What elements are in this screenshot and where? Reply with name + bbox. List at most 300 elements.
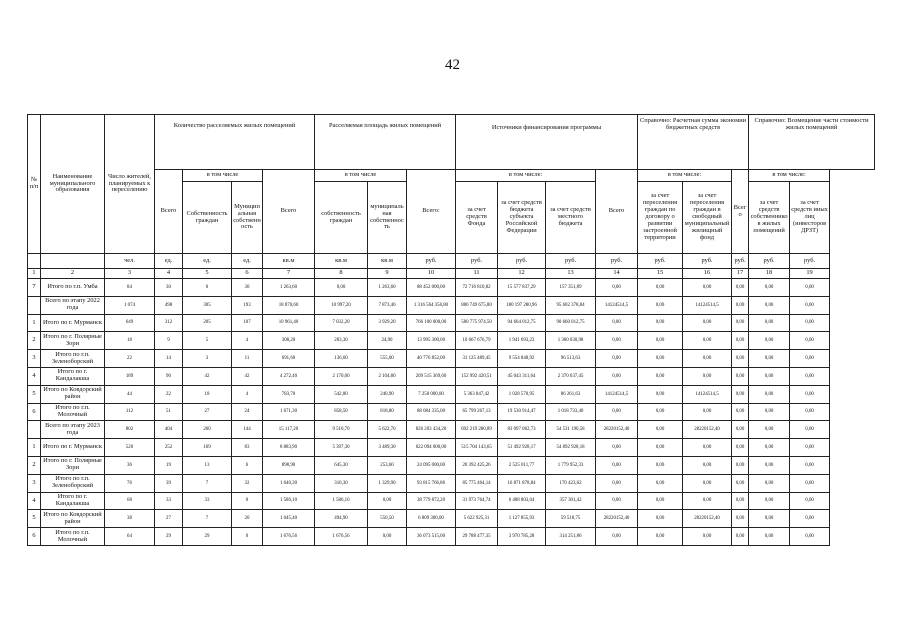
- row-value: 0,00: [596, 528, 638, 546]
- row-value: 691,60: [263, 350, 315, 368]
- row-value: 0,00: [749, 421, 790, 439]
- row-value: 1 127 855,93: [498, 510, 546, 528]
- row-value: 144: [232, 421, 263, 439]
- row-value: 19 530 914,47: [498, 403, 546, 421]
- row-value: 2 170,00: [315, 367, 368, 385]
- header-number: № п/п: [28, 115, 41, 254]
- row-value: 88 084 335,00: [407, 403, 456, 421]
- row-value: 95 602 378,84: [546, 296, 596, 314]
- row-value: 38 779 872,20: [407, 492, 456, 510]
- row-value: 0,00: [638, 439, 683, 457]
- table-row: [28, 350, 875, 368]
- row-value: 0,00: [638, 510, 683, 528]
- row-value: 64: [105, 528, 155, 546]
- row-value: 0,00: [749, 474, 790, 492]
- row-value: 1 028 570,95: [498, 385, 546, 403]
- row-value: 0,00: [732, 492, 749, 510]
- row-value: 0,00: [790, 510, 830, 528]
- column-number-cell: 7: [263, 269, 315, 279]
- row-value: 0,00: [596, 314, 638, 332]
- row-value: 0: [232, 492, 263, 510]
- row-value: 4: [232, 385, 263, 403]
- row-value: 314 251,86: [546, 528, 596, 546]
- row-value: 550,50: [368, 510, 407, 528]
- row-value: 42: [183, 367, 232, 385]
- row-value: 20 392 425,26: [456, 456, 498, 474]
- row-value: 0,00: [596, 332, 638, 350]
- row-value: 72 716 810,82: [456, 279, 498, 297]
- row-value: 14: [155, 350, 183, 368]
- row-value: 0,00: [749, 332, 790, 350]
- unit-cell: руб.: [498, 254, 546, 269]
- table-header: [28, 115, 875, 279]
- row-value: 0,00: [596, 456, 638, 474]
- row-value: 0,00: [638, 350, 683, 368]
- row-value: 30: [232, 279, 263, 297]
- header-area-municipal: муниципальная собственность: [368, 182, 407, 254]
- row-number: 3: [28, 474, 41, 492]
- row-value: 18: [105, 332, 155, 350]
- row-value: 5 397,30: [315, 439, 368, 457]
- row-value: 4 272,40: [263, 367, 315, 385]
- row-value: 310,30: [315, 474, 368, 492]
- row-value: 0,00: [732, 510, 749, 528]
- row-value: 24 095 000,00: [407, 456, 456, 474]
- row-value: 766 100 000,00: [407, 314, 456, 332]
- row-value: 0,00: [596, 474, 638, 492]
- row-value: 39: [155, 474, 183, 492]
- row-value: 1 779 952,33: [546, 456, 596, 474]
- table-row: [28, 456, 875, 474]
- header-savings-group: Справочно: Расчетная сумма экономии бюджетных средств: [638, 115, 749, 170]
- row-value: 7: [183, 474, 232, 492]
- row-name: Итого по Ковдорский район: [41, 385, 105, 403]
- row-value: 0,00: [732, 474, 749, 492]
- unit-cell: ед.: [155, 254, 183, 269]
- column-number-cell: 16: [683, 269, 732, 279]
- row-value: 24,90: [368, 332, 407, 350]
- row-value: 0,00: [683, 528, 732, 546]
- header-savings-incl: в том числе:: [638, 170, 732, 182]
- row-name: Итого по г.п. Молочный: [41, 403, 105, 421]
- row-value: 0,00: [638, 314, 683, 332]
- row-value: 0,00: [732, 403, 749, 421]
- row-value: 0,00: [732, 385, 749, 403]
- row-number: 6: [28, 403, 41, 421]
- header-count-total: Всего: [155, 170, 183, 254]
- row-value: 253,60: [368, 456, 407, 474]
- row-value: 15 577 837,29: [498, 279, 546, 297]
- row-value: 193: [232, 296, 263, 314]
- row-number: 5: [28, 385, 41, 403]
- row-value: 542,80: [315, 385, 368, 403]
- row-value: 826 203 434,20: [407, 421, 456, 439]
- row-value: 0,00: [732, 314, 749, 332]
- row-value: 0,00: [790, 332, 830, 350]
- row-value: 0,00: [596, 279, 638, 297]
- row-value: 0: [183, 279, 232, 297]
- row-number: [28, 296, 41, 314]
- table-row: [28, 385, 875, 403]
- row-value: 0,00: [749, 403, 790, 421]
- row-value: 498: [155, 296, 183, 314]
- row-value: 0,00: [638, 492, 683, 510]
- row-value: 5 622,70: [368, 421, 407, 439]
- row-value: 0,00: [749, 367, 790, 385]
- row-value: 0,00: [790, 314, 830, 332]
- row-value: 10 997,20: [315, 296, 368, 314]
- row-value: 0,00: [638, 385, 683, 403]
- row-value: 0,00: [638, 367, 683, 385]
- header-count-incl: в том числе: [183, 170, 263, 182]
- row-value: 0,00: [596, 492, 638, 510]
- row-value: 7: [183, 510, 232, 528]
- row-name: Итого по г.п. Зеленоборский: [41, 350, 105, 368]
- table-row: [28, 439, 875, 457]
- row-value: 0,00: [683, 474, 732, 492]
- row-value: 7 032,20: [315, 314, 368, 332]
- unit-cell: руб.: [749, 254, 790, 269]
- row-value: 93 815 766,86: [407, 474, 456, 492]
- row-value: 16 871 878,84: [498, 474, 546, 492]
- row-value: 0,00: [749, 439, 790, 457]
- row-value: 32: [232, 474, 263, 492]
- row-value: 29: [183, 528, 232, 546]
- row-value: 1 941 693,23: [498, 332, 546, 350]
- row-value: 0,00: [749, 510, 790, 528]
- row-value: 252: [155, 439, 183, 457]
- unit-cell: руб.: [596, 254, 638, 269]
- row-value: 308,20: [263, 332, 315, 350]
- row-value: 20: [232, 510, 263, 528]
- header-compensation-group: Справочно: Возмещение части стоимости жилых помещений: [749, 115, 875, 170]
- row-value: 54 531 190,58: [546, 421, 596, 439]
- row-value: 0,00: [732, 332, 749, 350]
- row-value: 305: [183, 296, 232, 314]
- unit-cell: ед.: [232, 254, 263, 269]
- row-value: 404: [155, 421, 183, 439]
- row-value: 6 809 300,00: [407, 510, 456, 528]
- row-value: 1 263,60: [263, 279, 315, 297]
- row-value: 22: [105, 350, 155, 368]
- unit-cell: руб.: [456, 254, 498, 269]
- column-number-cell: 5: [183, 269, 232, 279]
- row-value: 649: [105, 314, 155, 332]
- table-row: [28, 528, 875, 546]
- column-number-cell: 9: [368, 269, 407, 279]
- header-comp-total: Всего: [732, 170, 749, 254]
- row-value: 1 360 030,98: [546, 332, 596, 350]
- header-comp-incl: в том числе:: [749, 170, 830, 182]
- row-value: 0,00: [749, 350, 790, 368]
- row-value: 30: [155, 279, 183, 297]
- column-number-cell: 12: [498, 269, 546, 279]
- column-number-cell: 15: [638, 269, 683, 279]
- column-number-cell: 2: [41, 269, 105, 279]
- row-value: 7 873,40: [368, 296, 407, 314]
- row-value: 85 775 464,14: [456, 474, 498, 492]
- row-value: 9: [155, 332, 183, 350]
- row-value: 157 351,89: [546, 279, 596, 297]
- row-value: 4: [232, 332, 263, 350]
- row-value: 0,00: [790, 279, 830, 297]
- row-value: 31 973 764,74: [456, 492, 498, 510]
- row-value: 40 776 852,00: [407, 350, 456, 368]
- row-value: 29: [155, 528, 183, 546]
- row-value: 54 892 928,18: [546, 439, 596, 457]
- row-value: 14124514,5: [596, 296, 638, 314]
- row-value: 14124514,5: [683, 296, 732, 314]
- row-value: 76: [105, 474, 155, 492]
- row-value: 170 423,62: [546, 474, 596, 492]
- header-fin-local: за счет средств местного бюджета: [546, 182, 596, 254]
- header-fin-fund: за счет средств Фонда: [456, 182, 498, 254]
- row-value: 0,00: [732, 367, 749, 385]
- row-value: 13 995 300,00: [407, 332, 456, 350]
- row-value: 27: [183, 403, 232, 421]
- row-value: 1 018 733,40: [546, 403, 596, 421]
- row-value: 555,00: [368, 350, 407, 368]
- row-value: 42: [232, 367, 263, 385]
- unit-cell: руб.: [638, 254, 683, 269]
- row-value: 33: [155, 492, 183, 510]
- column-number-cell: 18: [749, 269, 790, 279]
- row-value: 0,00: [683, 492, 732, 510]
- row-value: 0,00: [368, 492, 407, 510]
- unit-cell: руб.: [683, 254, 732, 269]
- row-number: 1: [28, 439, 41, 457]
- header-sav-contract: за счет переселения граждан по договору о развитии застроенной территории: [638, 182, 683, 254]
- row-value: 22: [155, 385, 183, 403]
- row-value: 622 094 000,00: [407, 439, 456, 457]
- row-value: 0,00: [732, 350, 749, 368]
- row-value: 15 117,20: [263, 421, 315, 439]
- row-value: 494,90: [315, 510, 368, 528]
- row-value: 783,70: [263, 385, 315, 403]
- units-row: [28, 254, 875, 269]
- row-value: 44: [105, 385, 155, 403]
- row-value: 13: [183, 456, 232, 474]
- row-number: 4: [28, 492, 41, 510]
- header-fin-region: за счет средств бюджета субъекта Российской Федерации: [498, 182, 546, 254]
- row-value: 83 097 062,73: [498, 421, 546, 439]
- row-value: 38: [105, 510, 155, 528]
- header-sav-free: за счет переселения граждан в свободный муниципальный жилищный фонд: [683, 182, 732, 254]
- row-value: 0,00: [596, 439, 638, 457]
- row-value: 0,00: [790, 296, 830, 314]
- row-value: 28220152,40: [596, 510, 638, 528]
- row-value: 0,00: [790, 367, 830, 385]
- row-value: 3 489,30: [368, 439, 407, 457]
- row-name: Итого по г.п. Молочный: [41, 528, 105, 546]
- row-value: 51 492 928,17: [498, 439, 546, 457]
- row-value: 0,00: [638, 332, 683, 350]
- row-value: 0,00: [732, 279, 749, 297]
- row-value: 6 408 803,04: [498, 492, 546, 510]
- row-value: 0,00: [749, 492, 790, 510]
- unit-cell: кв.м: [315, 254, 368, 269]
- column-number-cell: 17: [732, 269, 749, 279]
- unit-cell: кв.м: [263, 254, 315, 269]
- row-value: 3 970 785,28: [498, 528, 546, 546]
- row-value: 802: [105, 421, 155, 439]
- row-value: 0,00: [683, 279, 732, 297]
- header-area-total: Всего: [263, 170, 315, 254]
- row-value: 28220152,40: [683, 421, 732, 439]
- row-value: 1 586,10: [315, 492, 368, 510]
- unit-cell: руб.: [546, 254, 596, 269]
- row-value: 51: [155, 403, 183, 421]
- row-value: 0,00: [749, 528, 790, 546]
- row-number: 6: [28, 528, 41, 546]
- row-value: 83: [232, 439, 263, 457]
- row-value: 169: [183, 439, 232, 457]
- row-value: 0,00: [638, 279, 683, 297]
- column-number-cell: 8: [315, 269, 368, 279]
- row-value: 33: [183, 492, 232, 510]
- row-value: 0,00: [315, 279, 368, 297]
- row-value: 136,60: [315, 350, 368, 368]
- row-value: 580 775 974,50: [456, 314, 498, 332]
- row-value: 0,00: [790, 456, 830, 474]
- header-area-citizens: собственность граждан: [315, 182, 368, 254]
- row-value: 1 316 564 356,80: [407, 296, 456, 314]
- row-value: 18 870,60: [263, 296, 315, 314]
- row-value: 5 363 847,42: [456, 385, 498, 403]
- row-value: 0,00: [732, 296, 749, 314]
- row-value: 88 452 000,00: [407, 279, 456, 297]
- row-value: 0,00: [596, 350, 638, 368]
- row-value: 11: [232, 350, 263, 368]
- row-number: 1: [28, 314, 41, 332]
- row-value: 0,00: [749, 314, 790, 332]
- row-value: 1 640,30: [263, 474, 315, 492]
- row-value: 10 667 676,79: [456, 332, 498, 350]
- row-value: 0,00: [732, 421, 749, 439]
- unit-cell: руб.: [732, 254, 749, 269]
- row-value: 0,00: [683, 332, 732, 350]
- row-value: 0,00: [790, 421, 830, 439]
- row-value: 1 671,30: [263, 403, 315, 421]
- row-value: 24: [232, 403, 263, 421]
- row-value: 1 045,40: [263, 510, 315, 528]
- row-value: 898,90: [263, 456, 315, 474]
- row-value: 2 370 637,45: [546, 367, 596, 385]
- header-savings-total: Всего: [596, 170, 638, 254]
- row-value: 45 043 311,64: [498, 367, 546, 385]
- row-name: Всего по этапу 2022 года: [41, 296, 105, 314]
- row-value: 0,00: [790, 403, 830, 421]
- column-number-cell: 6: [232, 269, 263, 279]
- column-number-cell: 19: [790, 269, 830, 279]
- header-name: Наименование муниципального образования: [41, 115, 105, 254]
- row-name: Итого по г. Кандалакша: [41, 367, 105, 385]
- row-value: 9 510,70: [315, 421, 368, 439]
- column-number-cell: 10: [407, 269, 456, 279]
- row-value: 0,00: [683, 439, 732, 457]
- row-value: 260: [183, 421, 232, 439]
- row-value: 19: [155, 456, 183, 474]
- row-value: 1 074: [105, 296, 155, 314]
- row-value: 28220152,40: [683, 510, 732, 528]
- table-row: [28, 510, 875, 528]
- row-value: 0,00: [790, 439, 830, 457]
- header-area-incl: в том числе: [315, 170, 407, 182]
- row-name: Итого по Ковдорский район: [41, 510, 105, 528]
- row-value: 0,00: [790, 474, 830, 492]
- row-value: 0,00: [638, 421, 683, 439]
- table-row: [28, 332, 875, 350]
- table-row: [28, 492, 875, 510]
- row-value: 18: [183, 385, 232, 403]
- row-value: 7 250 000,00: [407, 385, 456, 403]
- row-value: 96 513,63: [546, 350, 596, 368]
- row-value: 0,00: [683, 367, 732, 385]
- row-value: 818,80: [368, 403, 407, 421]
- column-number-cell: 1: [28, 269, 41, 279]
- row-value: 209 515 369,60: [407, 367, 456, 385]
- row-value: 0,00: [683, 403, 732, 421]
- column-number-cell: 11: [456, 269, 498, 279]
- row-value: 0,00: [683, 456, 732, 474]
- row-value: 858,50: [315, 403, 368, 421]
- row-number: 3: [28, 350, 41, 368]
- row-value: 515 704 143,65: [456, 439, 498, 457]
- header-finance-total: Всего:: [407, 170, 456, 254]
- row-value: 0,00: [790, 385, 830, 403]
- row-value: 94 664 012,75: [498, 314, 546, 332]
- row-value: 0,00: [790, 528, 830, 546]
- row-value: 0: [232, 528, 263, 546]
- row-value: 0,00: [596, 403, 638, 421]
- row-value: 205: [183, 314, 232, 332]
- row-value: 8 883,90: [263, 439, 315, 457]
- table-row: [28, 296, 875, 314]
- column-number-cell: 14: [596, 269, 638, 279]
- row-value: 240,90: [368, 385, 407, 403]
- row-value: 0,00: [749, 385, 790, 403]
- table-row: [28, 314, 875, 332]
- row-value: 90: [155, 367, 183, 385]
- table-body: [28, 279, 875, 546]
- row-value: 0,00: [732, 528, 749, 546]
- row-value: 312: [155, 314, 183, 332]
- row-value: 0,00: [749, 279, 790, 297]
- table-row: [28, 279, 875, 297]
- row-value: 0,00: [368, 528, 407, 546]
- row-value: 86 261,63: [546, 385, 596, 403]
- table-row: [28, 367, 875, 385]
- row-value: 0,00: [790, 350, 830, 368]
- row-value: 0,00: [638, 474, 683, 492]
- unit-cell: кв.м: [368, 254, 407, 269]
- row-value: 2 104,80: [368, 367, 407, 385]
- row-value: 65 799 267,13: [456, 403, 498, 421]
- row-value: 36 073 515,00: [407, 528, 456, 546]
- row-value: 645,30: [315, 456, 368, 474]
- header-area-group: Расселяемая площадь жилых помещений: [315, 115, 456, 170]
- row-value: 5 622 925,31: [456, 510, 498, 528]
- row-name: Итого по г. Кандалакша: [41, 492, 105, 510]
- row-value: 0,00: [638, 403, 683, 421]
- row-name: Итого по г. Полярные Зори: [41, 456, 105, 474]
- header-count-group: Количество расселяемых жилых помещений: [155, 115, 315, 170]
- row-number: 2: [28, 456, 41, 474]
- header-own-citizens: Собственность граждан: [183, 182, 232, 254]
- row-value: 189: [105, 367, 155, 385]
- row-number: 7: [28, 279, 41, 297]
- row-value: 3 929,20: [368, 314, 407, 332]
